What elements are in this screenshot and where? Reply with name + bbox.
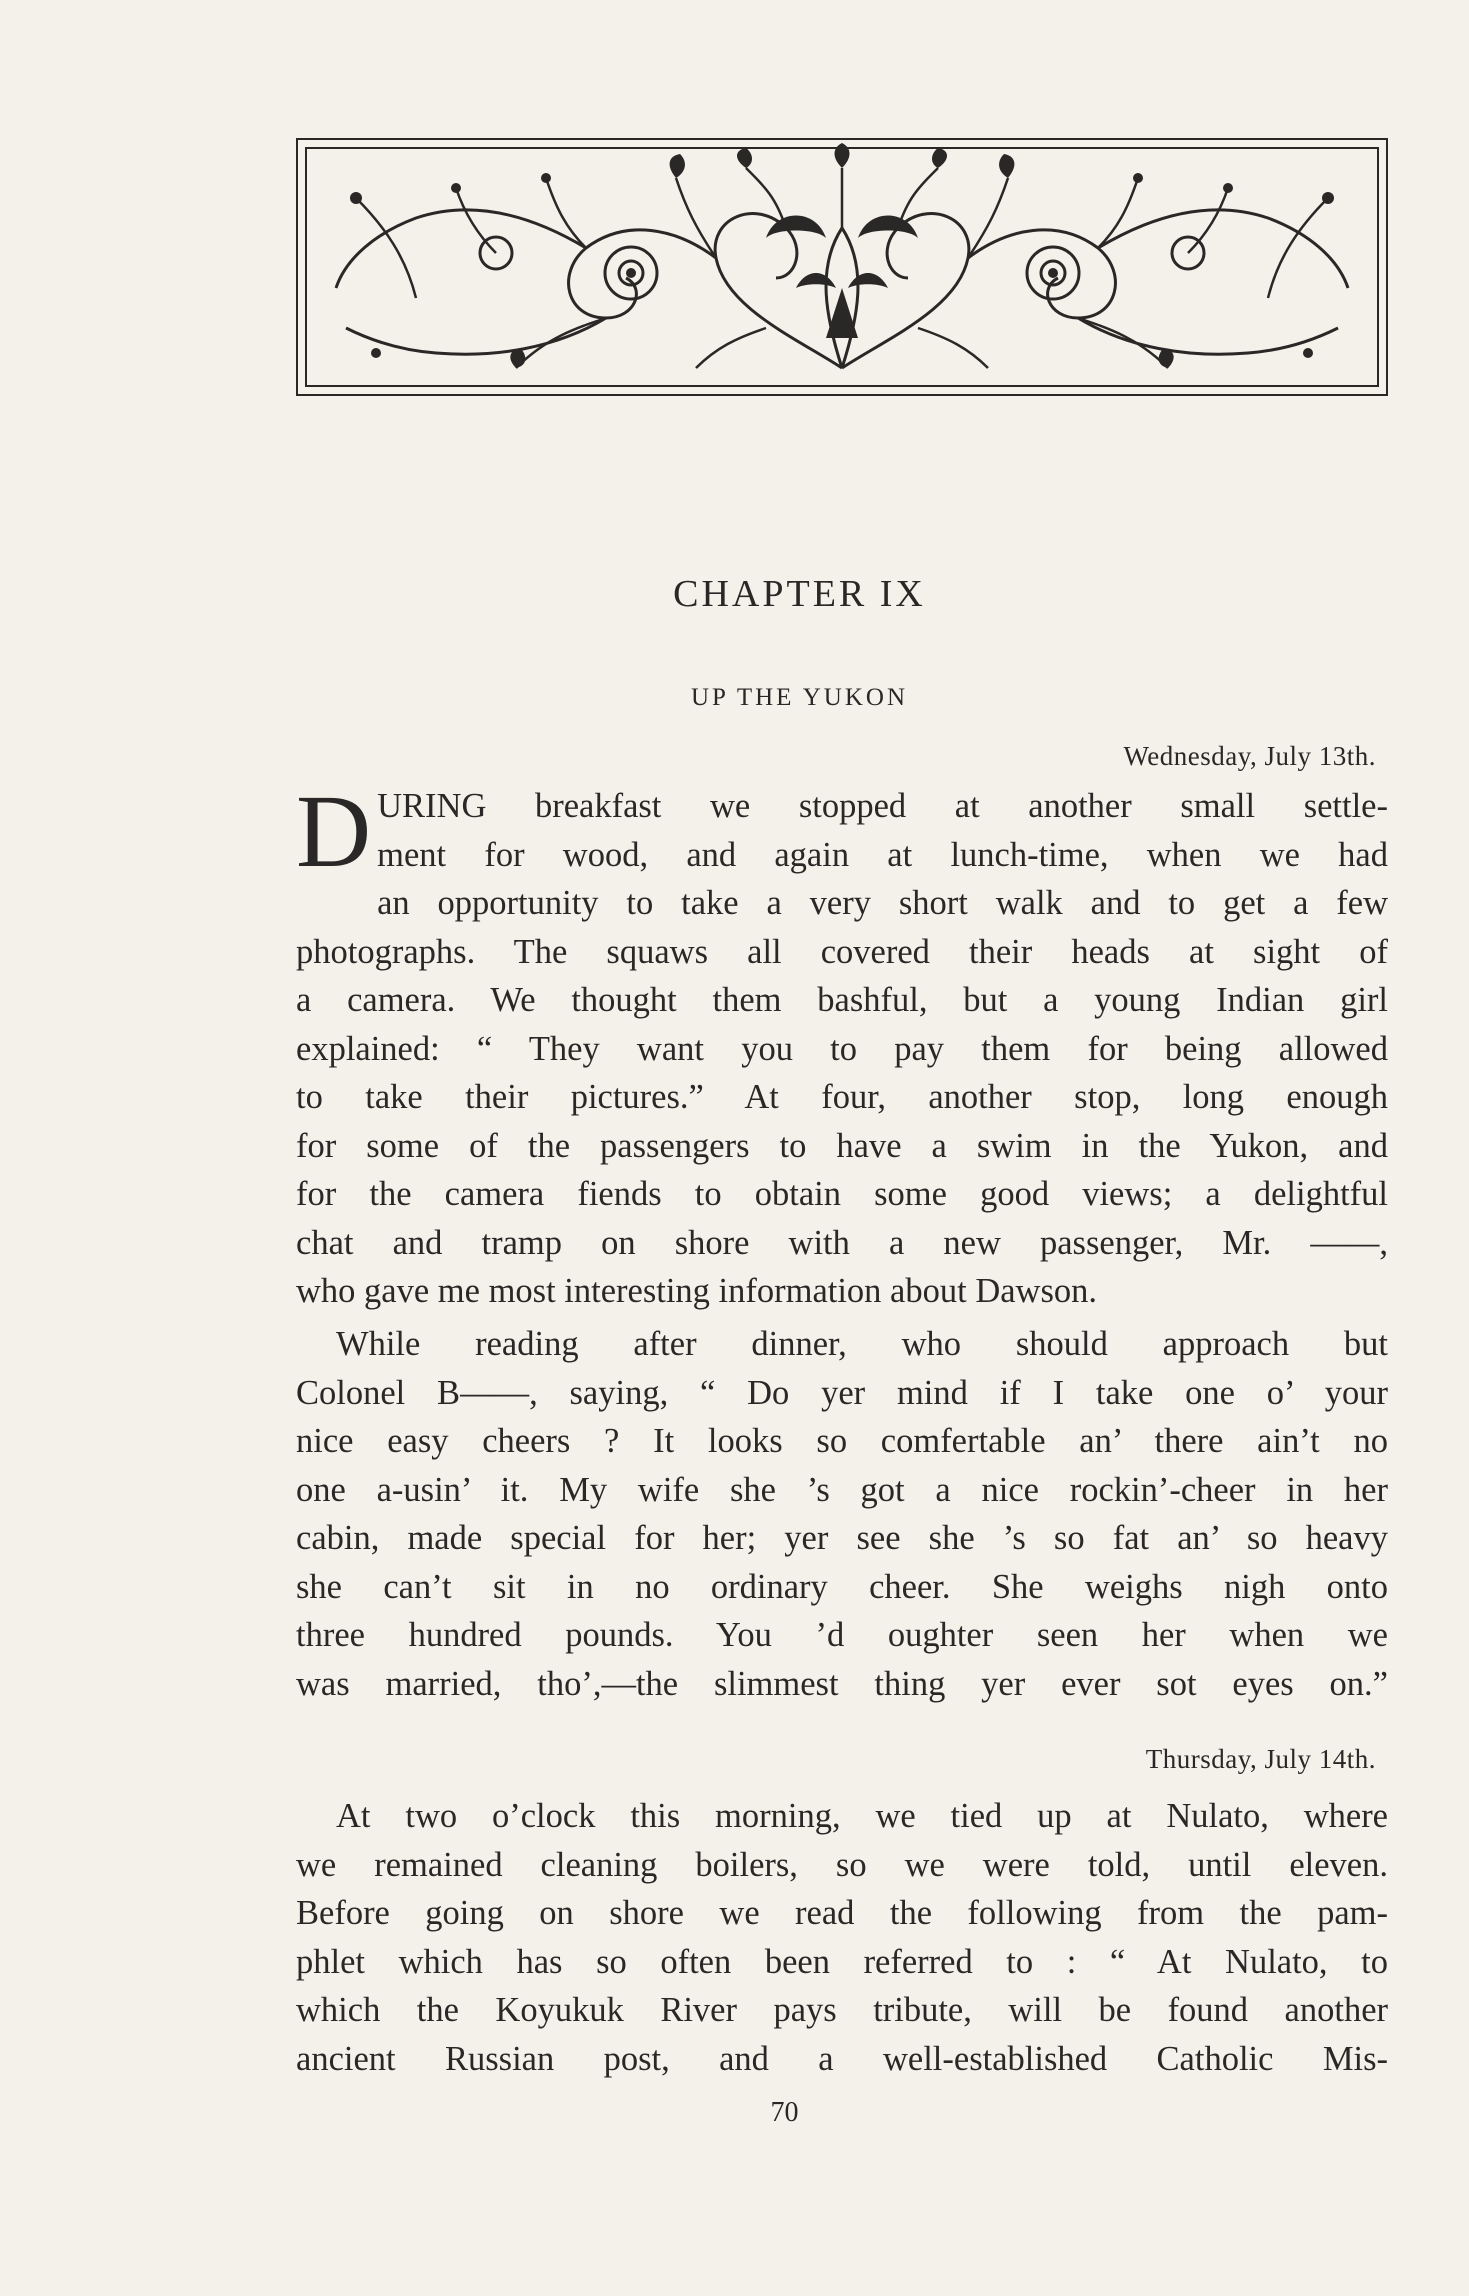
text-line: photographs. The squaws all covered their heads at sight of [296,932,1388,971]
text-line: chat and tramp on shore with a new passenger, Mr. ——, [296,1223,1388,1262]
text-line: explained: “ They want you to pay them for being allowed [296,1029,1388,1068]
text-line: URING breakfast we stopped at another small settle- [377,787,1388,825]
text-line: one a-usin’ it. My wife she ’s got a nice rockin’-cheer in her [296,1470,1388,1509]
paragraph-wednesday-2 [296,1320,1388,1708]
drop-cap: D [296,774,372,889]
text-line: cabin, made special for her; yer see she ’s so fat an’ so heavy [296,1519,1388,1557]
text-line: Colonel B——, saying, “ Do yer mind if I take one o’ your [296,1373,1388,1412]
floral-ornament-icon [296,138,1388,396]
text-line: who gave me most interesting information about Dawson. [296,1272,1098,1310]
paragraph-thursday-1 [296,1792,1388,2083]
text-line: for some of the passengers to have a swim in the Yukon, and [296,1126,1388,1165]
text-line: phlet which has so often been referred to : “ At Nulato, to [296,1942,1388,1981]
text-line: a camera. We thought them bashful, but a young Indian girl [296,981,1388,1019]
text-line: nice easy cheers ? It looks so comfertable an’ there ain’t no [296,1422,1388,1460]
text-line: an opportunity to take a very short walk and to get a few [377,884,1388,922]
text-line: ancient Russian post, and a well-established Catholic Mis- [296,2039,1388,2078]
chapter-title: CHAPTER IX [673,573,926,615]
text-line: to take their pictures.” At four, another stop, long enough [296,1078,1388,1116]
text-line: At two o’clock this morning, we tied up at Nulato, where [336,1797,1388,1835]
text-line: While reading after dinner, who should approach but [336,1325,1388,1363]
chapter-subtitle: UP THE YUKON [690,684,909,711]
text-line: was married, tho’,—the slimmest thing yer ever sot eyes on.” [296,1664,1388,1703]
text-line: we remained cleaning boilers, so we were told, until eleven. [296,1845,1388,1884]
entry-date-thursday: Thursday, July 14th. [1145,1744,1376,1774]
page-number: 70 [770,2097,799,2128]
paragraph-wednesday-1 [296,774,1388,1316]
text-line: Before going on shore we read the following from the pam- [296,1894,1388,1932]
text-line: ment for wood, and again at lunch-time, when we had [377,835,1388,874]
text-line: for the camera fiends to obtain some good views; a delightful [296,1175,1388,1213]
entry-date-wednesday: Wednesday, July 13th. [1123,741,1376,771]
text-line: which the Koyukuk River pays tribute, will be found another [296,1991,1388,2029]
text-line: she can’t sit in no ordinary cheer. She weighs nigh onto [296,1567,1388,1606]
floral-headpiece-ornament [296,138,1388,396]
text-line: three hundred pounds. You ’d oughter seen her when we [296,1616,1388,1654]
